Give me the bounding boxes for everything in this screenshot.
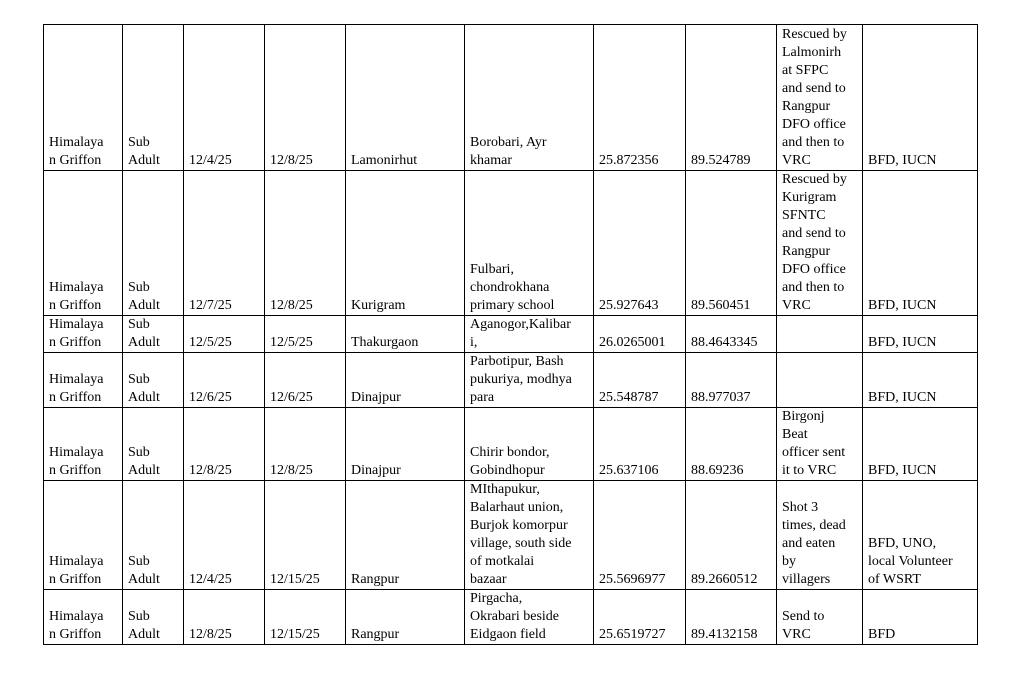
latitude-cell: 25.5696977 <box>594 481 686 590</box>
species-cell: Himalaya n Griffon <box>44 171 123 316</box>
organization-cell: BFD, IUCN <box>863 353 978 408</box>
organization-cell: BFD, IUCN <box>863 316 978 353</box>
table-row <box>44 171 978 316</box>
remark-cell <box>777 353 863 408</box>
date-recorded-cell: 12/15/25 <box>265 590 346 645</box>
age-cell: Sub Adult <box>123 408 184 481</box>
district-cell: Rangpur <box>346 481 465 590</box>
age-cell: Sub Adult <box>123 171 184 316</box>
remark-cell: Rescued by Kurigram SFNTC and send to Rangpur DFO office and then to VRC <box>777 171 863 316</box>
remark-cell <box>777 316 863 353</box>
longitude-cell: 89.2660512 <box>686 481 777 590</box>
age-cell: Sub Adult <box>123 316 184 353</box>
latitude-cell: 25.548787 <box>594 353 686 408</box>
location-cell: MIthapukur, Balarhaut union, Burjok komorpur village, south side of motkalai bazaar <box>465 481 594 590</box>
date-recorded-cell: 12/8/25 <box>265 408 346 481</box>
district-cell: Dinajpur <box>346 353 465 408</box>
table-row <box>44 481 978 590</box>
species-cell: Himalaya n Griffon <box>44 590 123 645</box>
table-row <box>44 590 978 645</box>
remark-cell: Send to VRC <box>777 590 863 645</box>
district-cell: Kurigram <box>346 171 465 316</box>
organization-cell: BFD <box>863 590 978 645</box>
remark-cell: Shot 3 times, dead and eaten by villagers <box>777 481 863 590</box>
location-cell: Fulbari, chondrokhana primary school <box>465 171 594 316</box>
latitude-cell: 25.872356 <box>594 25 686 171</box>
age-cell: Sub Adult <box>123 590 184 645</box>
age-cell: Sub Adult <box>123 481 184 590</box>
longitude-cell: 89.524789 <box>686 25 777 171</box>
date-found-cell: 12/6/25 <box>184 353 265 408</box>
longitude-cell: 88.977037 <box>686 353 777 408</box>
district-cell: Rangpur <box>346 590 465 645</box>
table-row <box>44 353 978 408</box>
organization-cell: BFD, IUCN <box>863 25 978 171</box>
latitude-cell: 25.6519727 <box>594 590 686 645</box>
organization-cell: BFD, UNO, local Volunteer of WSRT <box>863 481 978 590</box>
date-recorded-cell: 12/5/25 <box>265 316 346 353</box>
remark-cell: Rescued by Lalmonirh at SFPC and send to Rangpur DFO office and then to VRC <box>777 25 863 171</box>
date-found-cell: 12/7/25 <box>184 171 265 316</box>
district-cell: Lamonirhut <box>346 25 465 171</box>
date-recorded-cell: 12/6/25 <box>265 353 346 408</box>
date-recorded-cell: 12/15/25 <box>265 481 346 590</box>
organization-cell: BFD, IUCN <box>863 408 978 481</box>
species-cell: Himalaya n Griffon <box>44 25 123 171</box>
rescue-records-table <box>43 24 978 645</box>
latitude-cell: 26.0265001 <box>594 316 686 353</box>
remark-cell: Birgonj Beat officer sent it to VRC <box>777 408 863 481</box>
species-cell: Himalaya n Griffon <box>44 316 123 353</box>
date-found-cell: 12/8/25 <box>184 408 265 481</box>
longitude-cell: 88.4643345 <box>686 316 777 353</box>
latitude-cell: 25.927643 <box>594 171 686 316</box>
date-recorded-cell: 12/8/25 <box>265 171 346 316</box>
species-cell: Himalaya n Griffon <box>44 481 123 590</box>
species-cell: Himalaya n Griffon <box>44 408 123 481</box>
district-cell: Thakurgaon <box>346 316 465 353</box>
age-cell: Sub Adult <box>123 25 184 171</box>
longitude-cell: 88.69236 <box>686 408 777 481</box>
age-cell: Sub Adult <box>123 353 184 408</box>
date-found-cell: 12/4/25 <box>184 25 265 171</box>
species-cell: Himalaya n Griffon <box>44 353 123 408</box>
location-cell: Chirir bondor, Gobindhopur <box>465 408 594 481</box>
location-cell: Parbotipur, Bash pukuriya, modhya para <box>465 353 594 408</box>
location-cell: Pirgacha, Okrabari beside Eidgaon field <box>465 590 594 645</box>
table-row <box>44 408 978 481</box>
date-recorded-cell: 12/8/25 <box>265 25 346 171</box>
table-row <box>44 316 978 353</box>
longitude-cell: 89.4132158 <box>686 590 777 645</box>
location-cell: Borobari, Ayr khamar <box>465 25 594 171</box>
date-found-cell: 12/4/25 <box>184 481 265 590</box>
date-found-cell: 12/5/25 <box>184 316 265 353</box>
latitude-cell: 25.637106 <box>594 408 686 481</box>
table-row <box>44 25 978 171</box>
date-found-cell: 12/8/25 <box>184 590 265 645</box>
location-cell: Aganogor,Kalibar i, <box>465 316 594 353</box>
longitude-cell: 89.560451 <box>686 171 777 316</box>
organization-cell: BFD, IUCN <box>863 171 978 316</box>
district-cell: Dinajpur <box>346 408 465 481</box>
